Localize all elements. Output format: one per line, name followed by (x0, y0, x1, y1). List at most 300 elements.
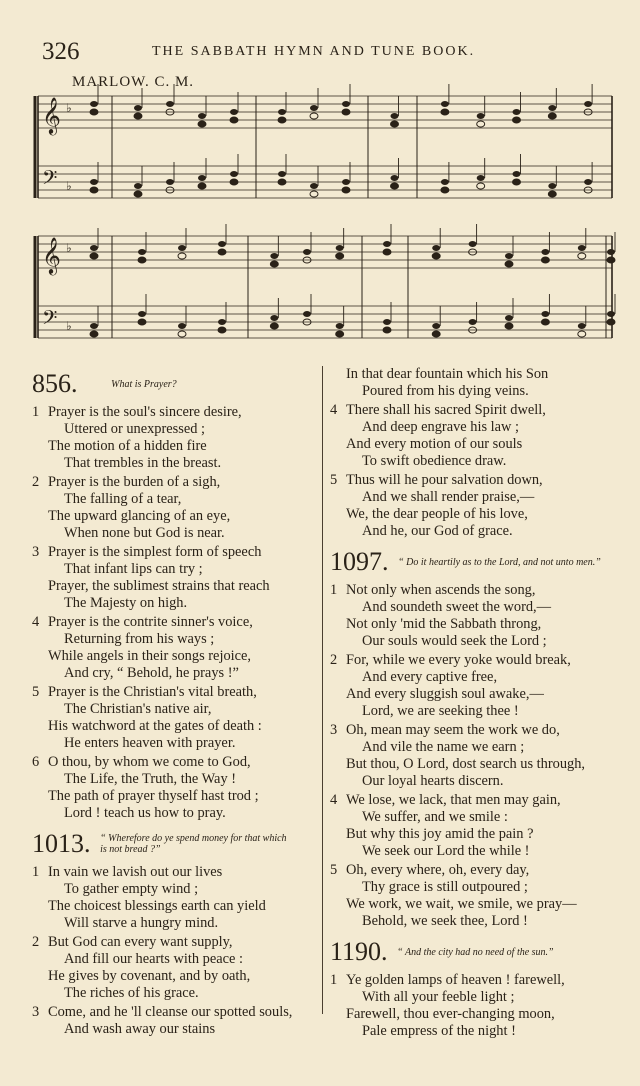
verse-line (32, 985, 317, 1002)
verse-line (330, 436, 630, 453)
verse-number: 4 (330, 792, 338, 808)
note-head (138, 311, 146, 317)
verse-text: For, while we every yoke would break, (346, 652, 571, 668)
flat-icon: ♭ (66, 179, 72, 193)
verse-text: O thou, by whom we come to God, (48, 754, 251, 770)
verse-number: 2 (32, 474, 40, 490)
verse-line (32, 438, 317, 455)
verse-number: 2 (330, 652, 338, 668)
verse-line (330, 722, 630, 739)
hymn-header (330, 938, 630, 966)
verse (32, 474, 317, 542)
note-head (90, 101, 98, 107)
note-head (218, 319, 226, 325)
note-head (336, 323, 344, 329)
note-head (578, 323, 586, 329)
verse-text: While angels in their songs rejoice, (48, 648, 252, 664)
note-head (90, 253, 98, 259)
note-head (166, 179, 174, 185)
verse (32, 544, 317, 612)
hymn-number: 1190. (330, 937, 388, 966)
verse (330, 402, 630, 470)
verse-text: Oh, mean may seem the work we do, (346, 722, 560, 738)
verse (32, 1004, 317, 1038)
note-head (432, 331, 440, 337)
verse-text: That infant lips can try ; (64, 561, 203, 577)
note-head (336, 331, 344, 337)
verse-text: And vile the name we earn ; (362, 739, 525, 755)
hymn-verses (330, 972, 630, 1040)
verse-number: 3 (32, 544, 40, 560)
note-head (178, 323, 186, 329)
verse-text: The Life, the Truth, the Way ! (64, 771, 237, 787)
verse-line (32, 491, 317, 508)
verse-number: 1 (32, 404, 40, 420)
note-head (336, 253, 344, 259)
hymn-subtitle: “ Wherefore do ye spend money for that which is not bread ?” (100, 833, 287, 855)
note-head (505, 315, 513, 321)
verse-text: But God can every want supply, (48, 934, 233, 950)
verse-line (32, 968, 317, 985)
verse-text: When none but God is near. (64, 525, 225, 541)
verse-line (32, 474, 317, 491)
verse-text: The Christian's native air, (64, 701, 212, 717)
verse-text: Farewell, thou ever-changing moon, (346, 1006, 555, 1022)
note-head (218, 327, 226, 333)
verse-text: Uttered or unexpressed ; (64, 421, 206, 437)
note-head (607, 249, 615, 255)
note-head (90, 109, 98, 115)
verse-text: Prayer is the soul's sincere desire, (48, 404, 242, 420)
verse-text: Lord ! teach us how to pray. (64, 805, 226, 821)
note-head (303, 249, 311, 255)
note-head (90, 179, 98, 185)
verse-text: Prayer is the contrite sinner's voice, (48, 614, 253, 630)
verse-text: We lose, we lack, that men may gain, (346, 792, 561, 808)
verse-text: And fill our hearts with peace : (64, 951, 244, 967)
note-head (278, 171, 286, 177)
verse-number: 4 (330, 402, 338, 418)
verse-line (32, 648, 317, 665)
running-title: THE SABBATH HYMN AND TUNE BOOK. (152, 44, 476, 59)
verse-text: He enters heaven with prayer. (64, 735, 236, 751)
verse (330, 582, 630, 650)
note-head (134, 191, 142, 197)
verse-line (32, 788, 317, 805)
verse-text: But why this joy amid the pain ? (346, 826, 534, 842)
verse-line (330, 523, 630, 540)
verse (32, 864, 317, 932)
verse-text: The choicest blessings earth can yield (48, 898, 266, 914)
verse-line (330, 633, 630, 650)
hymn-header (32, 830, 317, 858)
note-head (310, 105, 318, 111)
verse-line (32, 508, 317, 525)
note-head (383, 319, 391, 325)
verse-text: To gather empty wind ; (64, 881, 199, 897)
note-head (513, 171, 521, 177)
verse-text: Ye golden lamps of heaven ! farewell, (346, 972, 565, 988)
verse-line (330, 472, 630, 489)
verse-text: Not only when ascends the song, (346, 582, 536, 598)
note-head (342, 101, 350, 107)
verse-text: That trembles in the breast. (64, 455, 222, 471)
verse-text: Behold, we seek thee, Lord ! (362, 913, 528, 929)
note-head (391, 183, 399, 189)
note-head (548, 113, 556, 119)
verse-text: Our souls would seek the Lord ; (362, 633, 547, 649)
verse-text: In vain we lavish out our lives (48, 864, 223, 880)
verse-line (32, 614, 317, 631)
verse-line (32, 544, 317, 561)
note-head (138, 249, 146, 255)
verse-line (330, 669, 630, 686)
note-head (198, 175, 206, 181)
note-head (278, 109, 286, 115)
verse-line (330, 792, 630, 809)
note-head (383, 249, 391, 255)
note-head (270, 315, 278, 321)
verse-text: We seek our Lord the while ! (362, 843, 530, 859)
note-head (477, 183, 485, 189)
note-head (166, 101, 174, 107)
verse-text: And we shall render praise,— (362, 489, 535, 505)
verse-number: 3 (32, 1004, 40, 1020)
note-head (342, 179, 350, 185)
treble-clef-icon: 𝄞 (42, 96, 61, 134)
note-head (477, 113, 485, 119)
note-head (90, 245, 98, 251)
verse-line (32, 525, 317, 542)
hymn-subtitle: “ And the city had no need of the sun.” (397, 946, 554, 958)
verse-text: And every captive free, (362, 669, 498, 685)
verse-text: And every motion of our souls (346, 436, 523, 452)
note-head (310, 191, 318, 197)
note-head (134, 105, 142, 111)
note-head (584, 101, 592, 107)
verse-text: There shall his sacred Spirit dwell, (346, 402, 546, 418)
note-head (477, 121, 485, 127)
note-head (469, 241, 477, 247)
note-head (469, 319, 477, 325)
note-head (513, 109, 521, 115)
note-head (432, 245, 440, 251)
verse-line (330, 686, 630, 703)
verse-text: Thy grace is still outpoured ; (362, 879, 528, 895)
verse-line (32, 561, 317, 578)
verse-line (32, 631, 317, 648)
note-head (505, 323, 513, 329)
verse-text: And deep engrave his law ; (362, 419, 520, 435)
left-column (32, 366, 317, 1038)
note-head (578, 331, 586, 337)
verse-line (330, 756, 630, 773)
verse-text: Lord, we are seeking thee ! (362, 703, 519, 719)
verse-line (330, 453, 630, 470)
music-score (0, 0, 640, 360)
note-head (513, 117, 521, 123)
verse-line (32, 805, 317, 822)
verse-line (330, 383, 630, 400)
note-head (336, 245, 344, 251)
verse-line (330, 489, 630, 506)
verse-line (330, 826, 630, 843)
note-head (278, 179, 286, 185)
verse (330, 472, 630, 540)
note-head (584, 179, 592, 185)
note-head (270, 323, 278, 329)
verse-line (32, 595, 317, 612)
verse-text: In that dear fountain which his Son (346, 366, 549, 382)
verse-text: And cry, “ Behold, he prays !” (64, 665, 239, 681)
verse-text: His watchword at the gates of death : (48, 718, 262, 734)
note-head (607, 311, 615, 317)
verse-line (330, 913, 630, 930)
verse-line (330, 843, 630, 860)
verse-line (330, 989, 630, 1006)
verse-line (330, 739, 630, 756)
verse-line (32, 684, 317, 701)
note-head (342, 109, 350, 115)
treble-clef-icon: 𝄞 (42, 236, 61, 274)
verse-text: The path of prayer thyself hast trod ; (48, 788, 259, 804)
verse-text: Come, and he 'll cleanse our spotted souls, (48, 1004, 293, 1020)
verse-line (330, 1023, 630, 1040)
verse (32, 404, 317, 472)
note-head (441, 179, 449, 185)
note-head (198, 183, 206, 189)
verse-text: Prayer is the simplest form of speech (48, 544, 262, 560)
verse-number: 1 (330, 582, 338, 598)
verse-line (330, 616, 630, 633)
verse-line (330, 599, 630, 616)
note-head (541, 257, 549, 263)
bass-clef-icon: 𝄢 (42, 166, 58, 194)
note-head (138, 257, 146, 263)
verse-line (32, 951, 317, 968)
verse-line (330, 1006, 630, 1023)
verse-line (32, 934, 317, 951)
hymn-number: 856. (32, 369, 78, 398)
verse-text: Prayer is the burden of a sigh, (48, 474, 221, 490)
verse-line (330, 652, 630, 669)
verse-line (32, 771, 317, 788)
verse (330, 722, 630, 790)
verse-line (330, 809, 630, 826)
verse-line (32, 421, 317, 438)
verse-text: Thus will he pour salvation down, (346, 472, 543, 488)
verse-text: And soundeth sweet the word,— (362, 599, 552, 615)
note-head (505, 261, 513, 267)
verse-text: Oh, every where, oh, every day, (346, 862, 530, 878)
note-head (270, 261, 278, 267)
note-head (178, 245, 186, 251)
note-head (432, 323, 440, 329)
verse-line (32, 864, 317, 881)
note-head (230, 109, 238, 115)
verse-line (330, 582, 630, 599)
verse-text: To swift obedience draw. (362, 453, 507, 469)
note-head (198, 113, 206, 119)
verse-text: We, the dear people of his love, (346, 506, 528, 522)
note-head (310, 183, 318, 189)
hymn-verses (32, 404, 317, 822)
verse-text: Returning from his ways ; (64, 631, 215, 647)
hymn-number: 1097. (330, 547, 389, 576)
verse-text: He gives by covenant, and by oath, (48, 968, 251, 984)
verse-number: 5 (330, 472, 338, 488)
note-head (230, 171, 238, 177)
hymn-verses (330, 582, 630, 930)
hymn-subtitle: “ Do it heartily as to the Lord, and not unto men.” (398, 556, 601, 568)
verse-line (32, 455, 317, 472)
note-head (391, 121, 399, 127)
verse-line (32, 578, 317, 595)
verse-number: 1 (330, 972, 338, 988)
verse-text: But thou, O Lord, dost search us through, (346, 756, 586, 772)
note-head (513, 179, 521, 185)
column-divider (322, 366, 323, 1014)
right-column (330, 366, 630, 1040)
verse-line (330, 879, 630, 896)
verse-line (32, 915, 317, 932)
verse (32, 614, 317, 682)
verse-line (330, 972, 630, 989)
verse-line (32, 404, 317, 421)
verse-text: We work, we wait, we smile, we pray— (346, 896, 577, 912)
verse-text: And wash away our stains (64, 1021, 216, 1037)
verse-line (32, 718, 317, 735)
note-head (607, 257, 615, 263)
note-head (383, 241, 391, 247)
verse-number: 6 (32, 754, 40, 770)
verse-text: Not only 'mid the Sabbath throng, (346, 616, 542, 632)
verse (32, 684, 317, 752)
verse-text: Poured from his dying veins. (362, 383, 529, 399)
verse-text: And every sluggish soul awake,— (346, 686, 544, 702)
verse-text: The falling of a tear, (64, 491, 182, 507)
verse-text: The Majesty on high. (64, 595, 188, 611)
note-head (541, 249, 549, 255)
note-head (578, 253, 586, 259)
verse-line (330, 402, 630, 419)
verse-text: The riches of his grace. (64, 985, 199, 1001)
verse (32, 934, 317, 1002)
verse-text: We suffer, and we smile : (362, 809, 508, 825)
verse-line (32, 701, 317, 718)
hymn-verses-continued (330, 366, 630, 540)
verse-line (32, 898, 317, 915)
verse-line (330, 419, 630, 436)
note-head (383, 327, 391, 333)
hymn-header (32, 370, 317, 398)
verse-text: Pale empress of the night ! (362, 1023, 516, 1039)
note-head (90, 323, 98, 329)
verse-text: Prayer, the sublimest strains that reach (48, 578, 270, 594)
note-head (441, 109, 449, 115)
verse-line (32, 1004, 317, 1021)
verse (330, 862, 630, 930)
verse-line (330, 862, 630, 879)
note-head (270, 253, 278, 259)
verse-number: 5 (32, 684, 40, 700)
verse-text: With all your feeble light ; (362, 989, 515, 1005)
hymn-header (330, 548, 630, 576)
note-head (198, 121, 206, 127)
verse-number: 2 (32, 934, 40, 950)
verse-line (330, 896, 630, 913)
hymn-number: 1013. (32, 829, 91, 858)
note-head (90, 331, 98, 337)
flat-icon: ♭ (66, 319, 72, 333)
note-head (578, 245, 586, 251)
verse (330, 972, 630, 1040)
note-head (218, 249, 226, 255)
verse-line (32, 1021, 317, 1038)
verse-line (32, 665, 317, 682)
verse-number: 4 (32, 614, 40, 630)
note-head (548, 191, 556, 197)
note-head (134, 183, 142, 189)
note-head (138, 319, 146, 325)
verse-text: The motion of a hidden fire (48, 438, 207, 454)
verse-text: Prayer is the Christian's vital breath, (48, 684, 257, 700)
note-head (342, 187, 350, 193)
note-head (230, 117, 238, 123)
note-head (505, 253, 513, 259)
verse-line (330, 773, 630, 790)
verse-line (32, 754, 317, 771)
verse-line (330, 366, 630, 383)
hymn-subtitle: What is Prayer? (111, 378, 177, 390)
verse (330, 652, 630, 720)
note-head (178, 331, 186, 337)
hymn-verses (32, 864, 317, 1038)
note-head (178, 253, 186, 259)
note-head (548, 183, 556, 189)
note-head (90, 187, 98, 193)
verse-line (330, 506, 630, 523)
flat-icon: ♭ (66, 241, 72, 255)
verse (330, 792, 630, 860)
tune-name: MARLOW. C. M. (72, 74, 195, 90)
note-head (477, 175, 485, 181)
verse-text: Will starve a hungry mind. (64, 915, 219, 931)
note-head (441, 187, 449, 193)
note-head (134, 113, 142, 119)
verse-number: 3 (330, 722, 338, 738)
note-head (432, 253, 440, 259)
verse-line (330, 703, 630, 720)
verse-continued (330, 366, 630, 400)
note-head (218, 241, 226, 247)
note-head (541, 319, 549, 325)
note-head (278, 117, 286, 123)
verse-text: And he, our God of grace. (362, 523, 513, 539)
verse-line (32, 881, 317, 898)
note-head (230, 179, 238, 185)
note-head (391, 175, 399, 181)
verse-text: The upward glancing of an eye, (48, 508, 231, 524)
flat-icon: ♭ (66, 101, 72, 115)
note-head (607, 319, 615, 325)
verse-line (32, 735, 317, 752)
verse (32, 754, 317, 822)
note-head (541, 311, 549, 317)
note-head (548, 105, 556, 111)
page-number: 326 (42, 38, 80, 65)
note-head (303, 311, 311, 317)
